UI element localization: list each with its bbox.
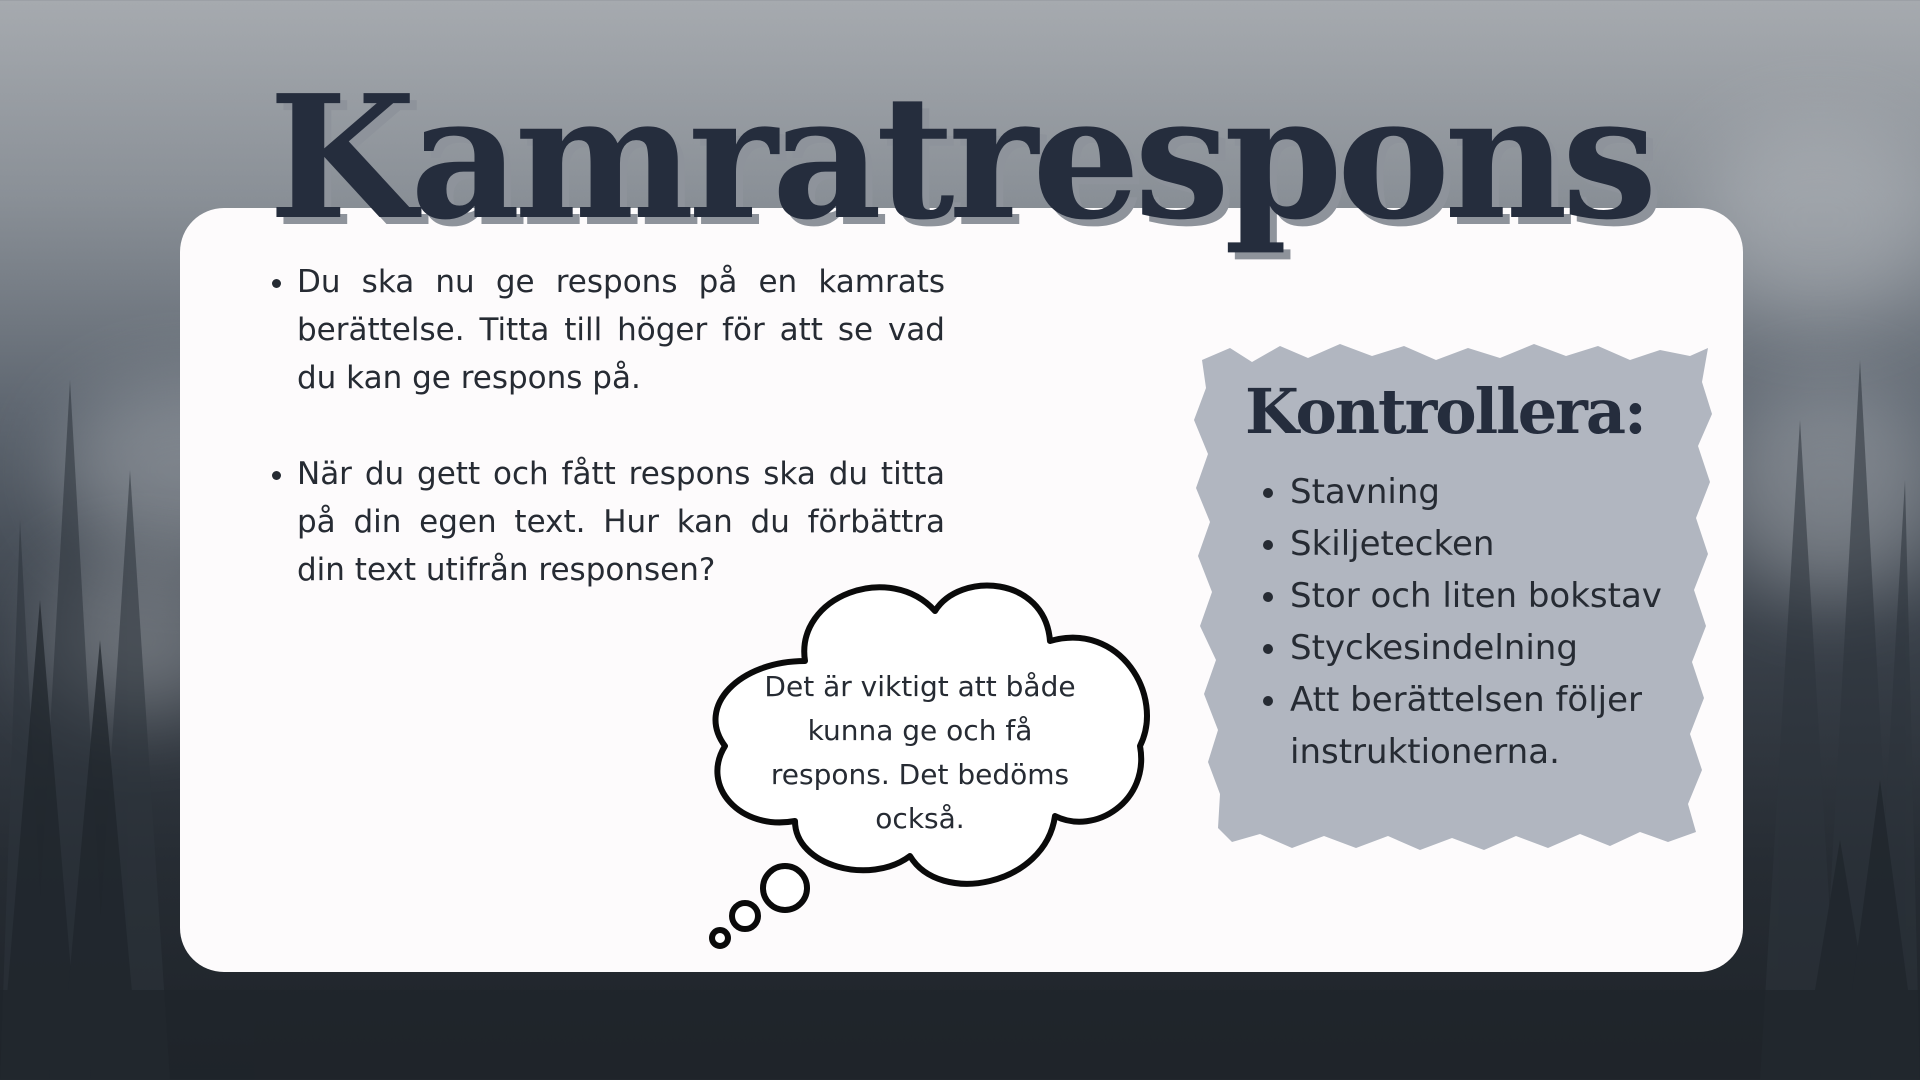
page-title: Kamratrespons bbox=[268, 58, 1652, 258]
instruction-item: • När du gett och fått respons ska du titta på din egen text. Hur kan du förbättra din text utifrån responsen? bbox=[297, 450, 945, 594]
checklist bbox=[1258, 466, 1720, 778]
checklist-item: • Att berättelsen följer instruktionerna. bbox=[1290, 674, 1720, 778]
checklist-title: Kontrollera: bbox=[1245, 375, 1645, 448]
checklist-item: • Stor och liten bokstav bbox=[1290, 570, 1720, 622]
checklist-item: • Stavning bbox=[1290, 466, 1720, 518]
checklist-item: • Skiljetecken bbox=[1290, 518, 1720, 570]
instruction-item: • Du ska nu ge respons på en kamrats berättelse. Titta till höger för att se vad du kan ge respons på. bbox=[297, 258, 945, 402]
checklist-item: • Styckesindelning bbox=[1290, 622, 1720, 674]
thought-bubble-text: Det är viktigt att både kunna ge och få respons. Det bedöms också. bbox=[764, 670, 1076, 835]
